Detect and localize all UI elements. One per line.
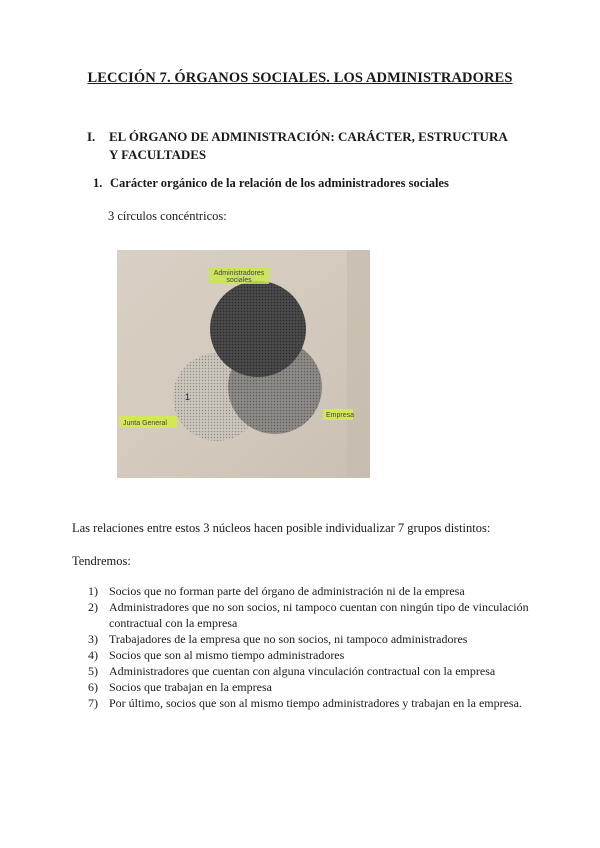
list-item: 4) Socios que son al mismo tiempo administradores (88, 648, 345, 662)
intro-text: 3 círculos concéntricos: (108, 209, 227, 223)
page-title: LECCIÓN 7. ÓRGANOS SOCIALES. LOS ADMINISTRADORES (87, 70, 513, 86)
list-item: 2) Administradores que no son socios, ni tampoco cuentan con ningún tipo de vinculación contractual con la empresa (88, 600, 529, 630)
subsection-title: Carácter orgánico de la relación de los administradores sociales (110, 176, 449, 190)
groups-list (88, 583, 538, 711)
list-item: 1) Socios que no forman parte del órgano de administración ni de la empresa (88, 584, 465, 598)
region-number: 1 (185, 392, 191, 402)
section-number: I. (87, 129, 96, 144)
subsection-number: 1. (93, 176, 103, 190)
list-item: 7) Por último, socios que son al mismo tiempo administradores y trabajan en la empresa. (88, 696, 522, 710)
list-item: 6) Socios que trabajan en la empresa (88, 680, 272, 694)
label-administradores: Administradores (213, 270, 265, 277)
list-item: 3) Trabajadores de la empresa que no son socios, ni tampoco administradores (88, 632, 468, 646)
list-item: 5) Administradores que cuentan con alguna vinculación contractual con la empresa (88, 664, 496, 678)
venn-diagram (117, 250, 370, 478)
lead-text: Tendremos: (72, 554, 131, 568)
venn-diagram-photo (117, 250, 370, 478)
section-title: EL ÓRGANO DE ADMINISTRACIÓN: CARÁCTER, ESTRUCTURA Y FACULTADES (109, 129, 507, 162)
label-empresa: Empresa (326, 412, 355, 419)
administradores-circle (210, 281, 306, 377)
label-junta-general: Junta General (123, 420, 167, 427)
label-sociales: sociales (226, 277, 252, 284)
relations-paragraph: Las relaciones entre estos 3 núcleos hacen posible individualizar 7 grupos distintos: (72, 521, 491, 535)
